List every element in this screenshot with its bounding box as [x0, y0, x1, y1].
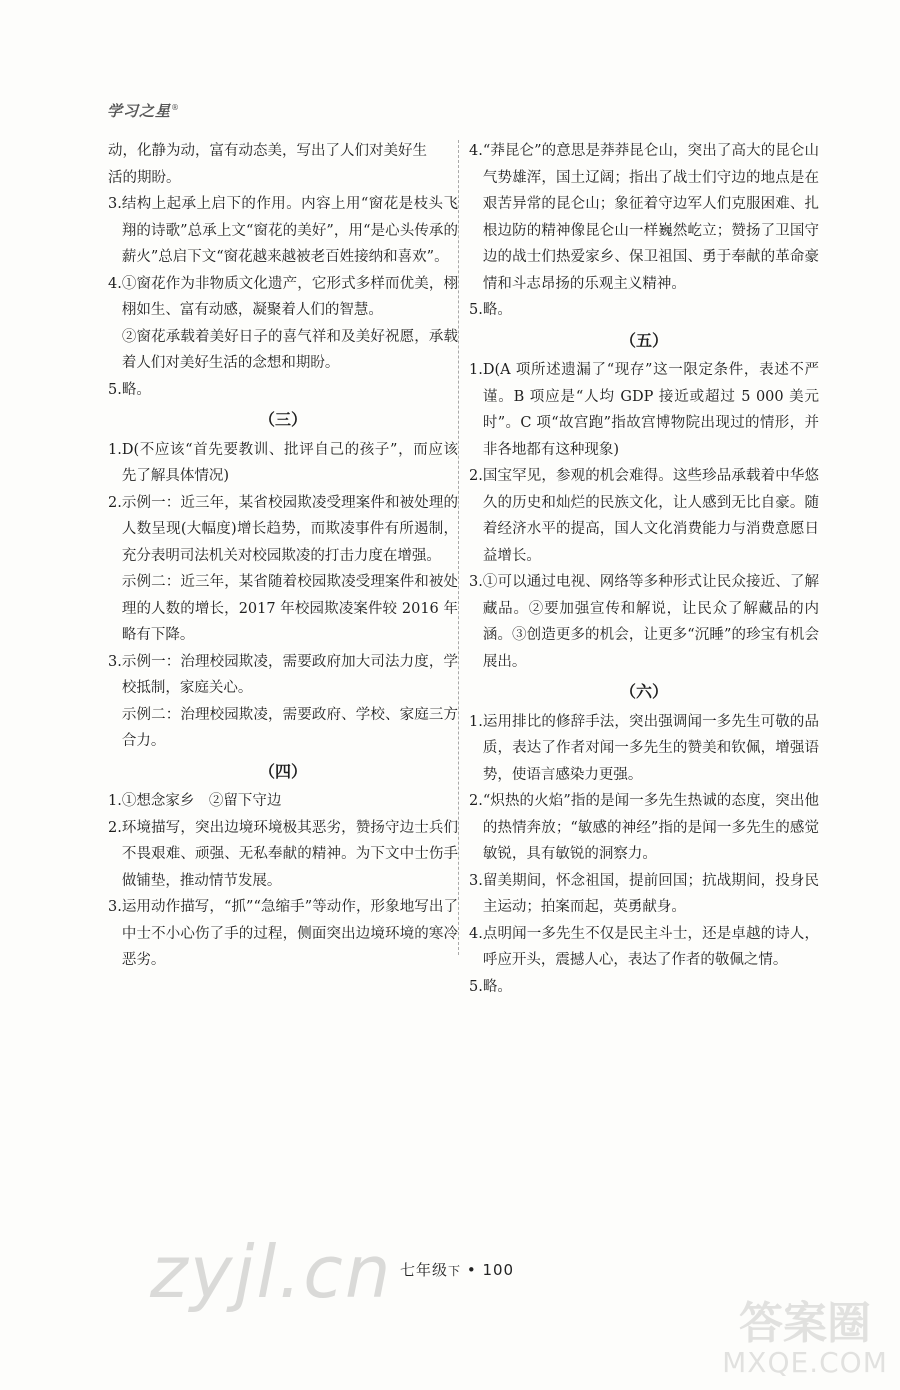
item-text: ②窗花承载着美好日子的喜气祥和及美好祝愿，承载着人们对美好生活的念想和期盼。	[121, 328, 458, 371]
answer-item	[469, 709, 819, 789]
item-number: 3.	[108, 899, 122, 915]
item-number: 1.	[469, 713, 483, 730]
item-text: 略。	[482, 978, 512, 995]
item-number: 4.	[469, 143, 483, 159]
section-heading: （四）	[258, 761, 307, 781]
section-heading: （三）	[258, 410, 307, 429]
page-number: 100	[482, 1261, 515, 1279]
item-number: 3.	[108, 196, 122, 212]
item-number: 5.	[108, 381, 122, 398]
item-text: 略。	[482, 302, 512, 318]
answer-item	[469, 463, 819, 569]
item-number: 3.	[108, 653, 122, 670]
answer-item	[108, 191, 458, 271]
answer-item	[108, 437, 458, 490]
item-number: 2.	[108, 819, 122, 836]
item-text: ①可以通过电视、网络等多种形式让民众接近、了解藏品。②要加强宣传和解说，让民众了解藏品的内涵。③创造更多的机会，让更多“沉睡”的珍宝有机会展出。	[482, 574, 819, 670]
answer-item	[469, 921, 819, 974]
item-text: 示例一：治理校园欺凌，需要政府加大司法力度，学校抵制，家庭关心。	[121, 653, 458, 696]
left-column	[108, 138, 458, 974]
item-text: 略。	[121, 381, 151, 398]
answer-item	[108, 894, 458, 974]
item-text: 示例一：近三年，某省校园欺凌受理案件和被处理的人数呈现(大幅度)增长趋势，而欺凌事件有所遏制，充分表明司法机关对校园欺凌的打击力度在增强。	[121, 494, 458, 564]
answer-item	[469, 788, 819, 868]
page-footer	[400, 1259, 514, 1280]
answer-item	[469, 357, 819, 463]
footer-grade: 七年级	[400, 1261, 449, 1279]
item-text: 示例二：治理校园欺凌，需要政府、学校、家庭三方合力。	[121, 706, 458, 749]
item-text: D(不应该“首先要教训、批评自己的孩子”，而应该先了解具体情况)	[121, 441, 458, 484]
answer-item	[108, 788, 458, 815]
site-watermark: zyjl.cn	[150, 1230, 393, 1314]
item-text: 运用排比的修辞手法，突出强调闻一多先生可敬的品质，表达了作者对闻一多先生的赞美和钦佩，增强语势，使语言感染力更强。	[482, 713, 819, 783]
logo-text: 答案圈	[739, 1298, 871, 1349]
answer-item-continuation	[108, 569, 458, 649]
item-number: 1.	[469, 362, 483, 378]
answer-item	[108, 271, 458, 324]
logo-domain: MXQE.COM	[722, 1346, 888, 1379]
section-heading: （六）	[619, 682, 668, 701]
answer-logo-watermark	[720, 1300, 890, 1378]
item-text: 点明闻一多先生不仅是民主斗士，还是卓越的诗人，呼应开头，震撼人心，表达了作者的敬佩之情。	[482, 925, 819, 968]
answer-item	[108, 649, 458, 702]
item-number: 3.	[469, 872, 483, 889]
brand-text: 学习之星	[107, 102, 172, 120]
column-divider	[458, 140, 459, 955]
item-number: 4.	[108, 275, 122, 292]
item-text: “炽热的火焰”指的是闻一多先生热诚的态度，突出他的热情奔放；“敏感的神经”指的是闻一多先生的感觉敏锐，具有敏锐的洞察力。	[482, 793, 819, 862]
item-text: D(A 项所述遗漏了“现存”这一限定条件，表述不严谨。B 项应是“人均 GDP 接近或超过 5 000 美元时”。C 项“故宫跑”指故宫博物院出现过的情形，并非各地都有这种现象)	[482, 362, 819, 458]
item-number: 2.	[469, 468, 483, 484]
item-number: 5.	[469, 302, 483, 318]
intro-continuation	[108, 138, 458, 191]
item-text: 国宝罕见，参观的机会难得。这些珍品承载着中华悠久的历史和灿烂的民族文化，让人感到无比自豪。随着经济水平的提高，国人文化消费能力与消费意愿日益增长。	[482, 468, 819, 564]
item-text: 留美期间，怀念祖国，提前回国；抗战期间，投身民主运动；拍案而起，英勇献身。	[482, 872, 819, 915]
item-text: 结构上起承上启下的作用。内容上用“窗花是枝头飞翔的诗歌”总承上文“窗花的美好”，用“是心头传承的薪火”总启下文“窗花越来越被老百姓接纳和喜欢”。	[121, 196, 458, 265]
item-text: ①窗花作为非物质文化遗产，它形式多样而优美，栩栩如生、富有动感，凝聚着人们的智慧。	[121, 275, 458, 318]
answer-item	[469, 138, 819, 297]
answer-item	[469, 569, 819, 675]
item-number: 2.	[469, 793, 483, 809]
section-heading: （五）	[619, 330, 668, 350]
item-number: 3.	[469, 574, 483, 590]
item-number: 1.	[108, 793, 122, 809]
registered-mark: ®	[171, 103, 181, 112]
item-text: 运用动作描写，“抓”“急缩手”等动作，形象地写出了中士不小心伤了手的过程，侧面突出边境环境的寒冷恶劣。	[121, 899, 458, 968]
intro-line: 动，化静为动，富有动态美，写出了人们对美好生	[108, 143, 427, 159]
answer-item	[469, 297, 819, 324]
item-number: 1.	[108, 441, 122, 458]
item-number: 5.	[469, 978, 483, 995]
answer-item-continuation	[108, 324, 458, 377]
answer-item-continuation	[108, 702, 458, 755]
item-number: 2.	[108, 494, 122, 511]
intro-line: 活的期盼。	[108, 169, 181, 186]
footer-dot: •	[466, 1261, 477, 1279]
right-column	[469, 138, 819, 1000]
answer-item	[108, 377, 458, 404]
item-text: ①想念家乡 ②留下守边	[121, 793, 282, 809]
answer-item	[108, 815, 458, 895]
answer-item	[108, 490, 458, 570]
item-text: “莽昆仑”的意思是莽莽昆仑山，突出了高大的昆仑山气势雄浑，国土辽阔；指出了战士们守边的地点是在艰苦异常的昆仑山；象征着守边军人们克服困难、扎根边防的精神像昆仑山一样巍然屹立；赞扬了卫国守边的战士们热爱家乡、保卫祖国、勇于奉献的革命豪情和斗志昂扬的乐观主义精神。	[482, 143, 819, 292]
answer-item	[469, 868, 819, 921]
brand-logo	[107, 100, 180, 121]
item-text: 示例二：近三年，某省随着校园欺凌受理案件和被处理的人数的增长，2017 年校园欺凌案件较 2016 年略有下降。	[121, 574, 458, 643]
answer-item	[469, 974, 819, 1001]
item-text: 环境描写，突出边境环境极其恶劣，赞扬守边士兵们不畏艰难、顽强、无私奉献的精神。为下文中士伤手做铺垫，推动情节发展。	[121, 819, 458, 889]
item-number: 4.	[469, 925, 483, 942]
footer-term: 下	[448, 1264, 462, 1278]
